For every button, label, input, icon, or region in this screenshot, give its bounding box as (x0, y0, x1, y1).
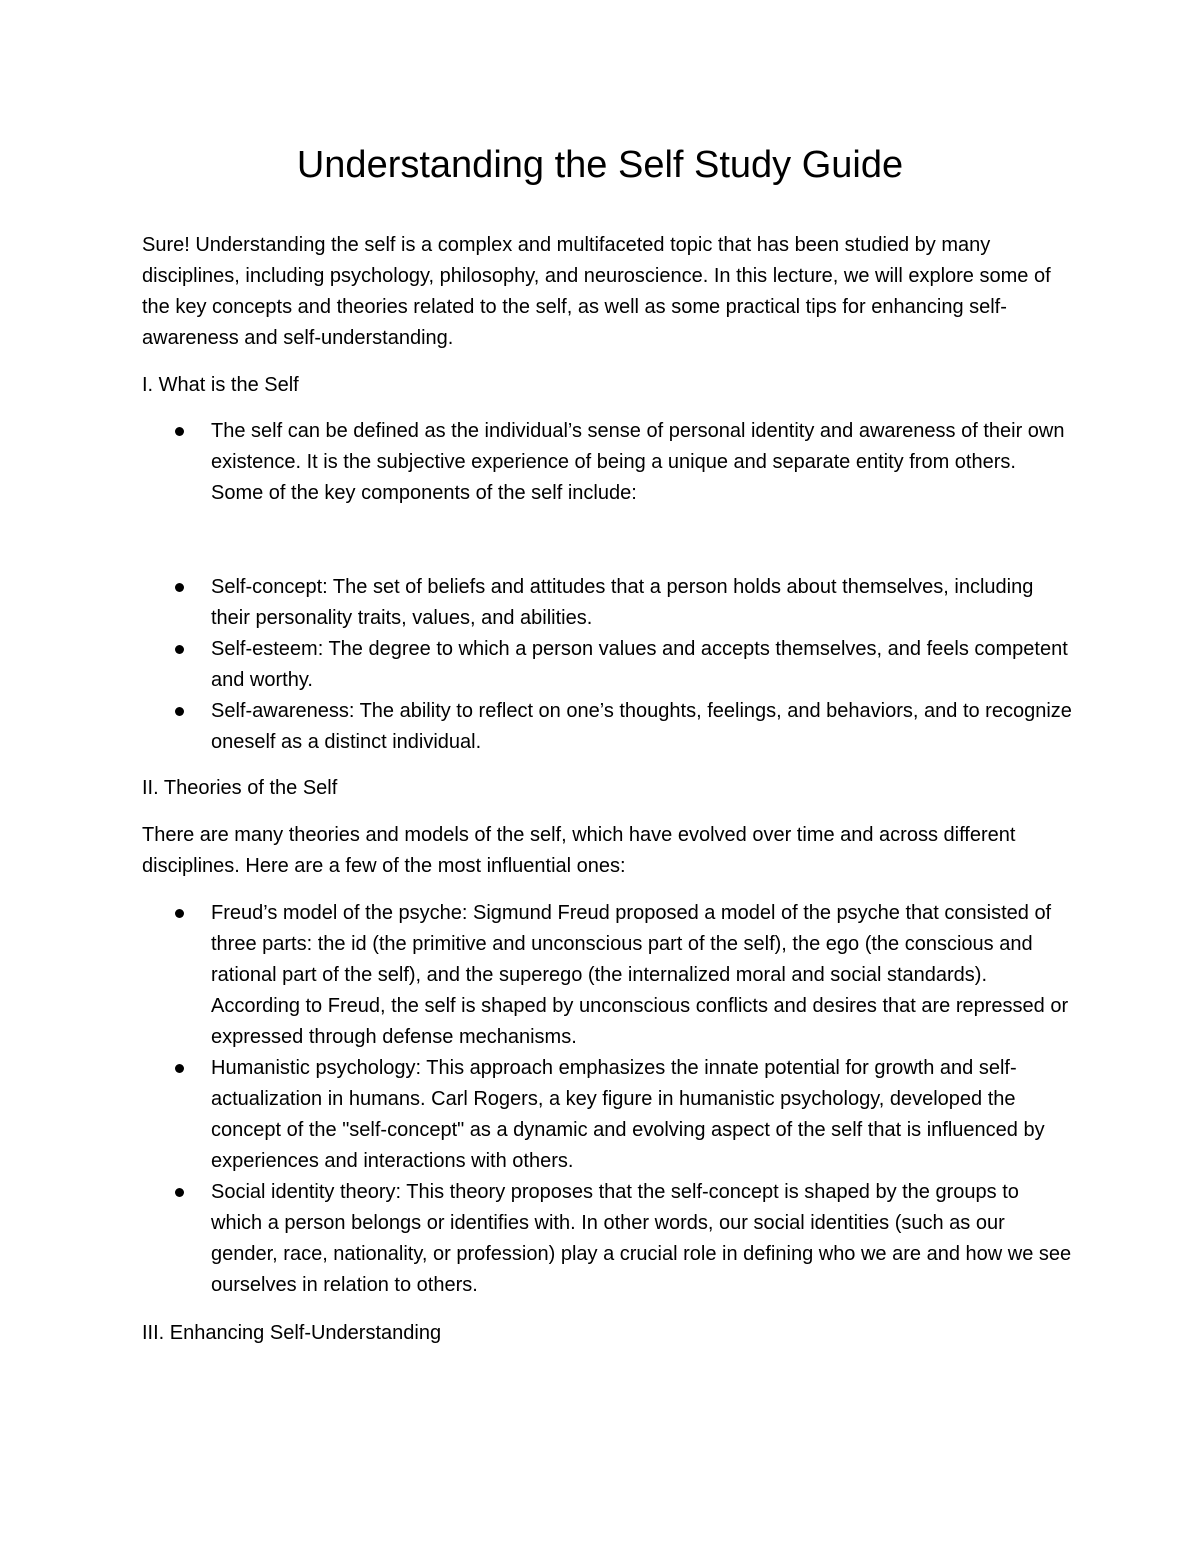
bullet-icon (175, 583, 184, 592)
list-item (0, 416, 1200, 509)
bullet-icon (175, 909, 184, 918)
bullet-icon (175, 707, 184, 716)
document-title: Understanding the Self Study Guide (296, 144, 904, 186)
list-item-text: The self can be defined as the individual’s sense of personal identity and awareness of their own existence. It is the subjective experience of being a unique and separate entity from others. Some of the key components of the self include: (211, 420, 1065, 504)
list-item-text: Self-concept: The set of beliefs and attitudes that a person holds about themselves, including their personality traits, values, and abilities. (211, 576, 1034, 629)
theories-list (0, 898, 1200, 1301)
definition-list (0, 416, 1200, 509)
list-item (0, 1053, 1200, 1177)
list-item (0, 898, 1200, 1053)
bullet-icon (175, 1064, 184, 1073)
intro-paragraph: Sure! Understanding the self is a complex and multifaceted topic that has been studied by many disciplines, including psychology, philosophy, and neuroscience. In this lecture, we will explore some of the key concepts and theories related to the self, as well as some practical tips for enhancing self-awareness and self-understanding. (142, 234, 1051, 349)
list-item-text: Social identity theory: This theory proposes that the self-concept is shaped by the groups to which a person belongs or identifies with. In other words, our social identities (such as our gender, race, nationality, or profession) play a crucial role in defining who we are and how we see ourselves in relation to others. (211, 1181, 1072, 1296)
list-item-text: Self-awareness: The ability to reflect on one’s thoughts, feelings, and behaviors, and to recognize oneself as a distinct individual. (211, 700, 1072, 753)
bullet-icon (175, 645, 184, 654)
theories-paragraph: There are many theories and models of the self, which have evolved over time and across different disciplines. Here are a few of the most influential ones: (142, 824, 1016, 877)
list-item-text: Humanistic psychology: This approach emphasizes the innate potential for growth and self-actualization in humans. Carl Rogers, a key figure in humanistic psychology, developed the concept of the "self-concept" as a dynamic and evolving aspect of the self that is influenced by experiences and interactions with others. (211, 1057, 1045, 1172)
list-item-text: Self-esteem: The degree to which a person values and accepts themselves, and feels competent and worthy. (211, 638, 1068, 691)
list-item-text: Freud’s model of the psyche: Sigmund Freud proposed a model of the psyche that consisted of three parts: the id (the primitive and unconscious part of the self), the ego (the conscious and rational part of the self), and the superego (the internalized moral and social standards). According to Freud, the self is shaped by unconscious conflicts and desires that are repressed or expressed through defense mechanisms. (211, 902, 1069, 1048)
list-item (0, 1177, 1200, 1301)
self-components-list (0, 572, 1200, 758)
section-heading-what-is-self: I. What is the Self (142, 374, 299, 396)
list-item (0, 572, 1200, 634)
section-heading-theories: II. Theories of the Self (142, 777, 338, 799)
list-item (0, 696, 1200, 758)
bullet-icon (175, 427, 184, 436)
list-item (0, 634, 1200, 696)
bullet-icon (175, 1188, 184, 1197)
section-heading-enhancing: III. Enhancing Self-Understanding (142, 1322, 442, 1344)
